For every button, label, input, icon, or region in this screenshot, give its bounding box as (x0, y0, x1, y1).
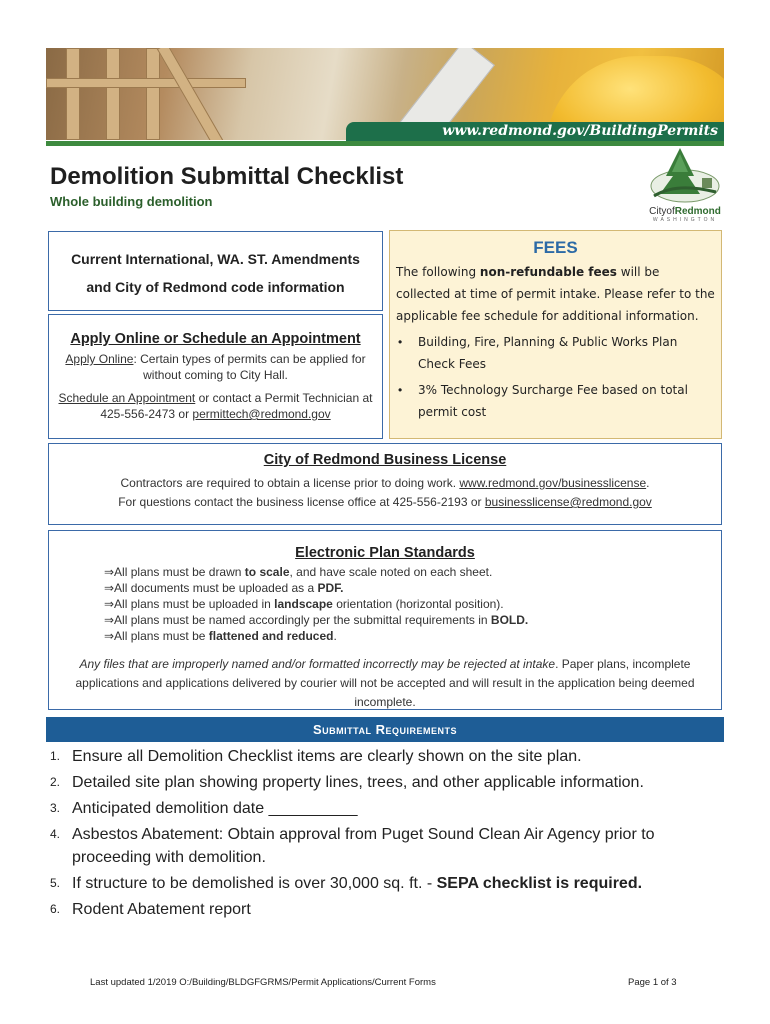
list-item: ⇒All plans must be uploaded in landscape orientation (horizontal position). (104, 597, 504, 611)
plan-standards-list (104, 564, 721, 644)
footer-last-updated: Last updated 1/2019 O:/Building/BLDGFGRMS/Permit Applications/Current Forms (90, 977, 436, 988)
fees-heading: FEES (533, 238, 578, 257)
list-item: 1. Ensure all Demolition Checklist items are clearly shown on the site plan. (50, 748, 582, 765)
fee-item: • Building, Fire, Planning & Public Works Plan Check Fees (396, 331, 715, 375)
list-item: 3. Anticipated demolition date __________ (50, 800, 358, 817)
fees-box (389, 230, 722, 439)
apply-online-link[interactable]: Apply Online (65, 352, 134, 366)
license-line1: Contractors are required to obtain a license prior to doing work. www.redmond.gov/businesslicense. (120, 476, 650, 490)
footer-page-number: Page 1 of 3 (628, 977, 677, 988)
city-logo (640, 146, 730, 228)
permittech-email-link[interactable]: permittech@redmond.gov (192, 407, 331, 421)
logo-subtext: WASHINGTON (652, 217, 718, 223)
plan-standards-heading: Electronic Plan Standards (295, 545, 475, 561)
plan-rejection-note: Any files that are improperly named and/or formatted incorrectly may be rejected at intake. Paper plans, incomplete applications and applications delivered by courier will not be accepted and will result in the application being deemed incomplete. (75, 657, 695, 709)
business-license-box (48, 443, 722, 525)
page-title: Demolition Submittal Checklist (50, 163, 404, 190)
schedule-appointment-link[interactable]: Schedule an Appointment (58, 391, 196, 405)
schedule-paragraph: Schedule an Appointment or contact a Permit Technician at 425-556-2473 or permittech@redmond.gov (58, 391, 373, 421)
list-item: 2. Detailed site plan showing property lines, trees, and other applicable information. (50, 774, 644, 791)
requirements-list (48, 745, 724, 924)
bullet-icon: • (398, 383, 403, 397)
list-item: 5. If structure to be demolished is over 30,000 sq. ft. - SEPA checklist is required. (50, 875, 643, 892)
fee-item: • 3% Technology Surcharge Fee based on total permit cost (396, 379, 715, 423)
plan-standards-box (48, 530, 722, 710)
apply-heading: Apply Online or Schedule an Appointment (70, 331, 361, 347)
business-license-url-link[interactable]: www.redmond.gov/businesslicense (459, 476, 647, 490)
submittal-requirements-heading: Submittal Requirements (46, 717, 724, 742)
code-info-line1: Current International, WA. ST. Amendments (71, 251, 360, 267)
list-item: 4. Asbestos Abatement: Obtain approval from Puget Sound Clean Air Agency prior to proceeding with demolition. (50, 826, 655, 866)
license-line2: For questions contact the business license office at 425-556-2193 or businesslicense@redmond.gov (118, 495, 652, 509)
bullet-icon: • (398, 335, 403, 349)
evergreen-tree-logo-icon (646, 146, 724, 208)
website-url-banner: www.redmond.gov/BuildingPermits (346, 122, 724, 141)
list-item: ⇒All plans must be flattened and reduced. (104, 629, 337, 643)
page-subtitle: Whole building demolition (50, 194, 213, 209)
list-item: ⇒All plans must be named accordingly per the submittal requirements in BOLD. (104, 613, 529, 627)
business-license-email-link[interactable]: businesslicense@redmond.gov (484, 495, 652, 509)
fees-intro: The following non-refundable fees will be collected at time of permit intake. Please refer to the applicable fee schedule for additional information. (396, 265, 715, 323)
code-info-line2: and City of Redmond code information (86, 279, 345, 295)
apply-online-paragraph: Apply Online: Certain types of permits can be applied for without coming to City Hall. (65, 352, 366, 382)
list-item: 6. Rodent Abatement report (50, 901, 251, 918)
logo-wordmark: CityofRedmond (649, 206, 721, 217)
banner-divider (46, 141, 724, 146)
code-information-box[interactable] (48, 231, 383, 311)
list-item: ⇒All documents must be uploaded as a PDF. (104, 581, 344, 595)
apply-online-box (48, 314, 383, 439)
license-heading: City of Redmond Business License (263, 452, 507, 468)
list-item: ⇒All plans must be drawn to scale, and have scale noted on each sheet. (104, 565, 493, 579)
